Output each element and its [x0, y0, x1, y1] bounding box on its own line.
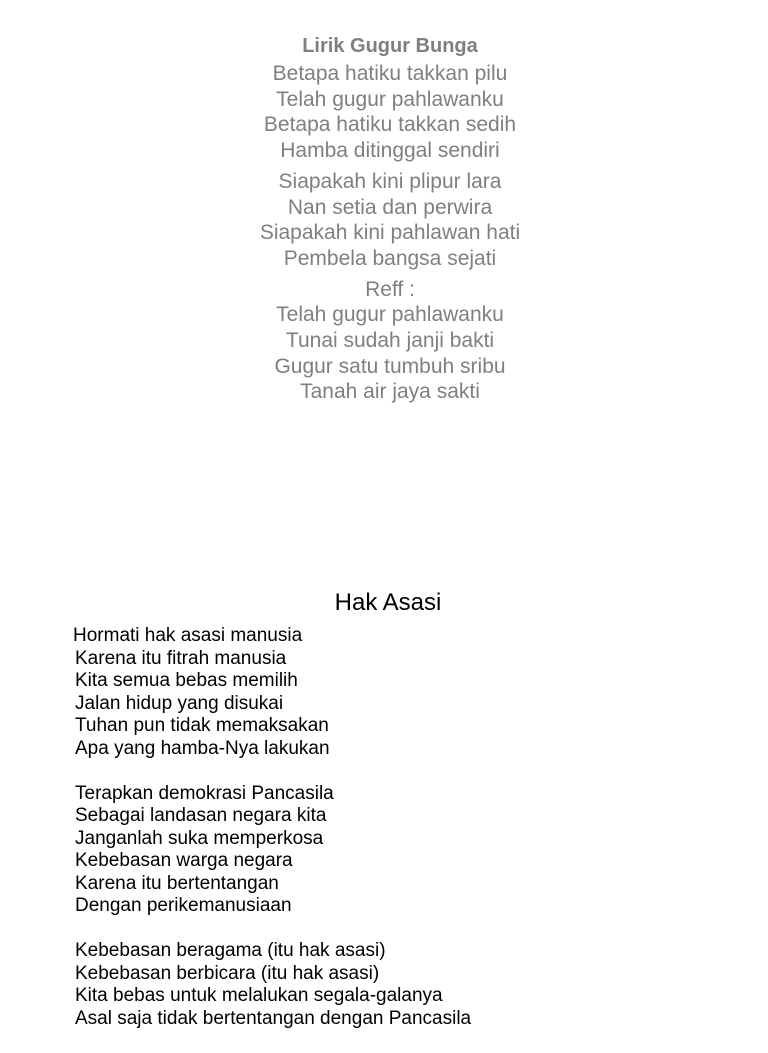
lyric-line: Apa yang hamba-Nya lakukan — [75, 737, 330, 759]
lyric-line: Tanah air jaya sakti — [300, 380, 480, 404]
lyric-line: Kebebasan beragama (itu hak asasi) — [75, 940, 386, 961]
lyric-line: Betapa hatiku takkan sedih — [263, 113, 517, 137]
lyric-line: Kita bebas untuk melalukan segala-galanya — [75, 985, 443, 1006]
lyric-line: Siapakah kini plipur lara — [278, 169, 502, 193]
lyric-line: Karena itu bertentangan — [75, 872, 279, 894]
stanza-3 — [75, 940, 471, 1030]
stanza-1 — [75, 625, 471, 760]
stanza-2 — [75, 783, 471, 918]
lyric-line: Sebagai landasan negara kita — [75, 805, 327, 826]
stanza-2 — [0, 169, 768, 272]
gugur-bunga-lyrics — [0, 33, 768, 410]
lyric-line: Telah gugur pahlawanku — [276, 303, 504, 327]
lyric-line: Karena itu fitrah manusia — [75, 647, 287, 669]
lyric-line: Dengan perikemanusiaan — [75, 895, 292, 916]
lyric-line: Jalan hidup yang disukai — [75, 692, 284, 714]
hak-asasi-lyrics — [75, 625, 471, 1053]
lyric-line: Asal saja tidak bertentangan dengan Pancasila — [75, 1007, 472, 1029]
lyric-line: Betapa hatiku takkan pilu — [272, 62, 508, 85]
reff-label: Reff : — [365, 277, 415, 301]
stanza-1 — [0, 61, 768, 164]
lyric-line: Siapakah kini pahlawan hati — [259, 221, 521, 245]
lyric-line: Gugur satu tumbuh sribu — [274, 354, 506, 378]
lyric-line: Terapkan demokrasi Pancasila — [75, 782, 334, 804]
lyric-line: Pembela bangsa sejati — [283, 246, 497, 270]
lyric-line: Kita semua bebas memilih — [75, 670, 298, 691]
lyric-line: Tunai sudah janji bakti — [285, 329, 495, 353]
lyric-line: Hormati hak asasi manusia — [73, 625, 303, 646]
stanza-reff — [0, 277, 768, 406]
lyric-line: Janganlah suka memperkosa — [75, 827, 324, 849]
lyric-line: Tuhan pun tidak memaksakan — [75, 715, 329, 736]
song-title: Hak Asasi — [334, 589, 442, 616]
lyric-line: Kebebasan berbicara (itu hak asasi) — [75, 962, 380, 984]
lyric-line: Nan setia dan perwira — [287, 195, 493, 219]
lyric-line: Hamba ditinggal sendiri — [280, 139, 500, 163]
song-title: Lirik Gugur Bunga — [302, 35, 478, 57]
lyric-line: Telah gugur pahlawanku — [276, 87, 504, 111]
lyric-line: Kebebasan warga negara — [75, 850, 293, 871]
